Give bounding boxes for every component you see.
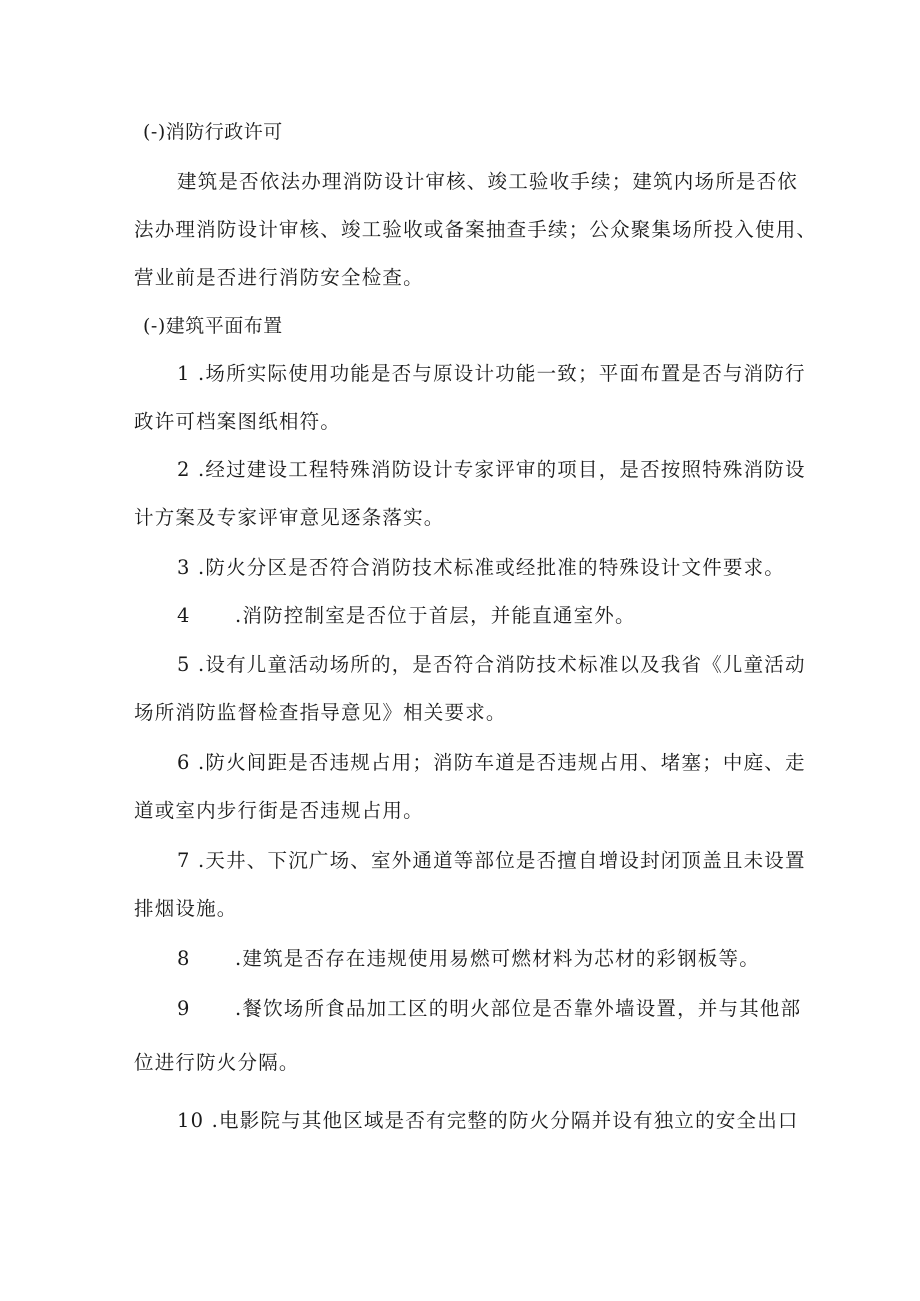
item-number: 2 — [177, 458, 191, 481]
item-text: 道或室内步行街是否违规占用。 — [134, 799, 424, 822]
list-item-5 — [134, 641, 806, 737]
item-text: 场所消防监督检查指导意见》相关要求。 — [134, 701, 507, 724]
item-number: 8 — [177, 947, 191, 970]
item-text: .场所实际使用功能是否与原设计功能一致；平面布置是否与消防行 — [190, 362, 806, 385]
paragraph-line: 法办理消防设计审核、竣工验收或备案抽查手续；公众聚集场所投入使用、 — [134, 218, 818, 241]
list-item-6 — [134, 739, 806, 835]
paragraph-line: 营业前是否进行消防安全检查。 — [134, 266, 424, 289]
item-text: 位进行防火分隔。 — [134, 1051, 300, 1074]
item-number: 1 — [177, 362, 191, 385]
list-item-2 — [134, 446, 806, 542]
item-number: 6 — [177, 751, 191, 774]
list-item-3 — [134, 544, 794, 592]
item-text: .建筑是否存在违规使用易燃可燃材料为芯材的彩钢板等。 — [235, 947, 760, 970]
section-heading-floor-layout: (-)建筑平面布置 — [143, 315, 283, 337]
item-text: .天井、下沉广场、室外通道等部位是否擅自增设封闭顶盖且未设置 — [190, 849, 806, 872]
item-text: .餐饮场所食品加工区的明火部位是否靠外墙设置，并与其他部 — [235, 997, 802, 1020]
item-text: .消防控制室是否位于首层，并能直通室外。 — [235, 604, 636, 627]
paragraph-line: 建筑是否依法办理消防设计审核、竣工验收手续；建筑内场所是否依 — [177, 170, 799, 193]
item-text: .防火间距是否违规占用；消防车道是否违规占用、堵塞；中庭、走 — [190, 751, 806, 774]
item-number: 3 — [177, 556, 191, 579]
item-text: .经过建设工程特殊消防设计专家评审的项目，是否按照特殊消防设 — [190, 458, 806, 481]
item-number: 9 — [177, 997, 191, 1020]
list-item-9 — [134, 985, 802, 1087]
list-item-8 — [134, 935, 794, 983]
item-text: .电影院与其他区域是否有完整的防火分隔并设有独立的安全出口 — [204, 1109, 799, 1132]
list-item-7 — [134, 837, 806, 933]
list-item-1 — [134, 350, 806, 446]
item-text: 计方案及专家评审意见逐条落实。 — [134, 506, 445, 529]
item-text: .设有儿童活动场所的，是否符合消防技术标准以及我省《儿童活动 — [190, 653, 806, 676]
list-item-4 — [134, 592, 794, 640]
item-text: 政许可档案图纸相符。 — [134, 410, 342, 433]
item-number: 7 — [177, 849, 191, 872]
item-text: .防火分区是否符合消防技术标准或经批准的特殊设计文件要求。 — [190, 556, 786, 579]
section-heading-fire-permit: (-)消防行政许可 — [143, 121, 283, 143]
item-number: 4 — [177, 604, 191, 627]
item-number: 5 — [177, 653, 191, 676]
list-item-10 — [134, 1097, 799, 1145]
item-number: 10 — [177, 1109, 205, 1132]
paragraph-fire-permit — [134, 158, 818, 302]
item-text: 排烟设施。 — [134, 897, 238, 920]
